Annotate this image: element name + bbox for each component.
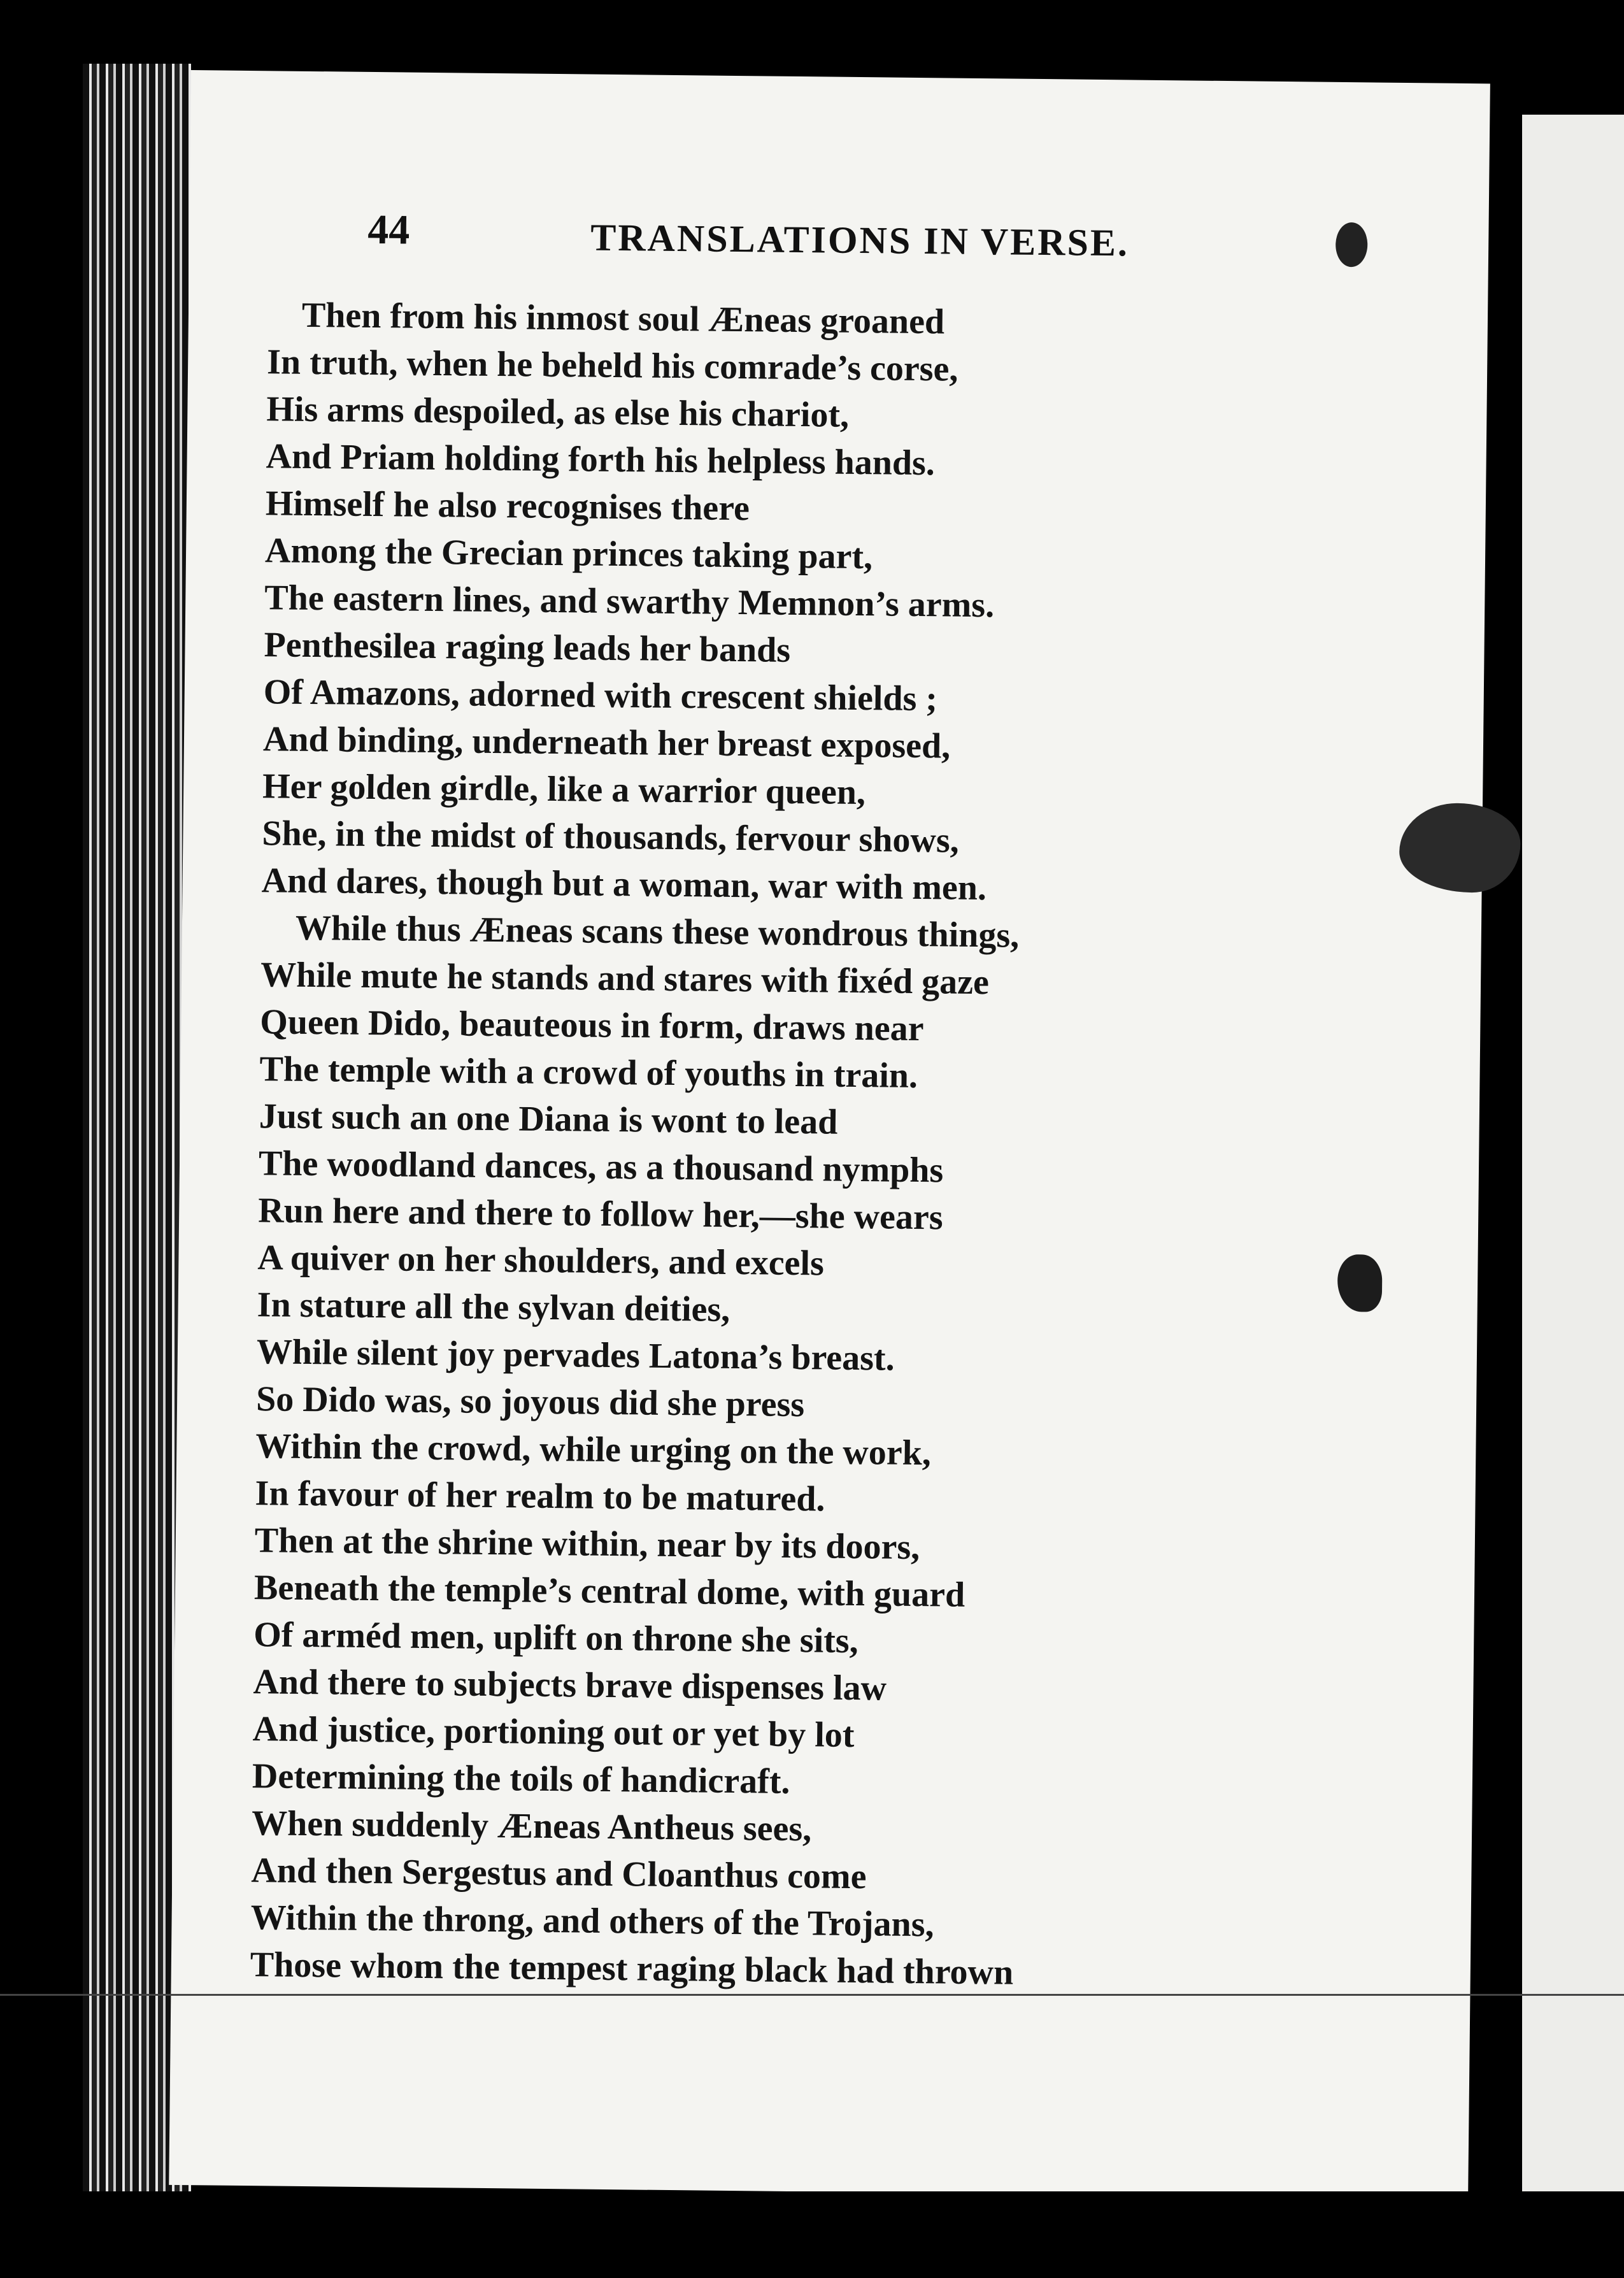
verse-line: The temple with a crowd of youths in train.	[259, 1049, 918, 1096]
verse-line: And dares, though but a woman, war with men.	[261, 861, 987, 908]
verse-line: Determining the toils of handicraft.	[252, 1756, 790, 1802]
verse-line: And justice, portioning out or yet by lot	[252, 1709, 855, 1756]
verse-line: Just such an one Diana is wont to lead	[259, 1096, 838, 1142]
verse-line: And Priam holding forth his helpless hands.	[266, 436, 936, 484]
book-page	[169, 70, 1490, 2198]
verse-line: A quiver on her shoulders, and excels	[257, 1238, 825, 1284]
verse-line: Then at the shrine within, near by its doors,	[254, 1521, 920, 1568]
scan-border-bottom	[0, 2191, 1624, 2278]
verse-line: When suddenly Æneas Antheus sees,	[251, 1803, 812, 1849]
facing-page-edge	[1522, 115, 1624, 2217]
verse-line: Within the crowd, while urging on the work,	[255, 1426, 932, 1473]
scan-crop-line	[0, 1994, 1624, 1996]
verse-line: In favour of her realm to be matured.	[255, 1473, 825, 1519]
verse-line: Penthesilea raging leads her bands	[264, 625, 791, 670]
verse-line: Those whom the tempest raging black had thrown	[250, 1945, 1014, 1993]
page-number: 44	[367, 206, 410, 254]
verse-line: His arms despoiled, as else his chariot,	[266, 389, 850, 435]
verse-line: Among the Grecian princes taking part,	[264, 531, 873, 577]
scan-border-left	[0, 0, 83, 2278]
verse-line: She, in the midst of thousands, fervour shows,	[262, 813, 960, 861]
verse-line: So Dido was, so joyous did she press	[255, 1379, 805, 1425]
verse-line: Beneath the temple’s central dome, with guard	[253, 1568, 965, 1615]
verse-line: And then Sergestus and Cloanthus come	[251, 1851, 867, 1897]
verse-block	[169, 70, 1490, 2198]
verse-line: In truth, when he beheld his comrade’s corse,	[266, 342, 958, 389]
verse-line: Of arméd men, uplift on throne she sits,	[253, 1615, 858, 1661]
running-head: TRANSLATIONS IN VERSE.	[590, 216, 1130, 264]
verse-line: While thus Æneas scans these wondrous things,	[295, 908, 1020, 956]
verse-line: Queen Dido, beauteous in form, draws near	[260, 1002, 924, 1049]
verse-line: Then from his inmost soul Æneas groaned	[301, 295, 945, 342]
verse-line: Himself he also recognises there	[265, 484, 750, 529]
verse-line: The eastern lines, and swarthy Memnon’s arms.	[264, 578, 995, 626]
verse-line: And there to subjects brave dispenses law	[253, 1662, 887, 1708]
verse-line: And binding, underneath her breast exposed,	[262, 719, 951, 766]
verse-line: Within the throng, and others of the Trojans,	[250, 1898, 934, 1945]
verse-line: The woodland dances, as a thousand nymphs	[258, 1143, 944, 1191]
verse-line: Of Amazons, adorned with crescent shields ;	[263, 672, 938, 719]
verse-line: Her golden girdle, like a warrior queen,	[262, 766, 866, 813]
verse-line: While mute he stands and stares with fixéd gaze	[260, 955, 990, 1003]
verse-line: While silent joy pervades Latona’s breast.	[256, 1332, 895, 1379]
verse-line: In stature all the sylvan deities,	[257, 1285, 730, 1329]
verse-line: Run here and there to follow her,—she wears	[257, 1191, 943, 1238]
